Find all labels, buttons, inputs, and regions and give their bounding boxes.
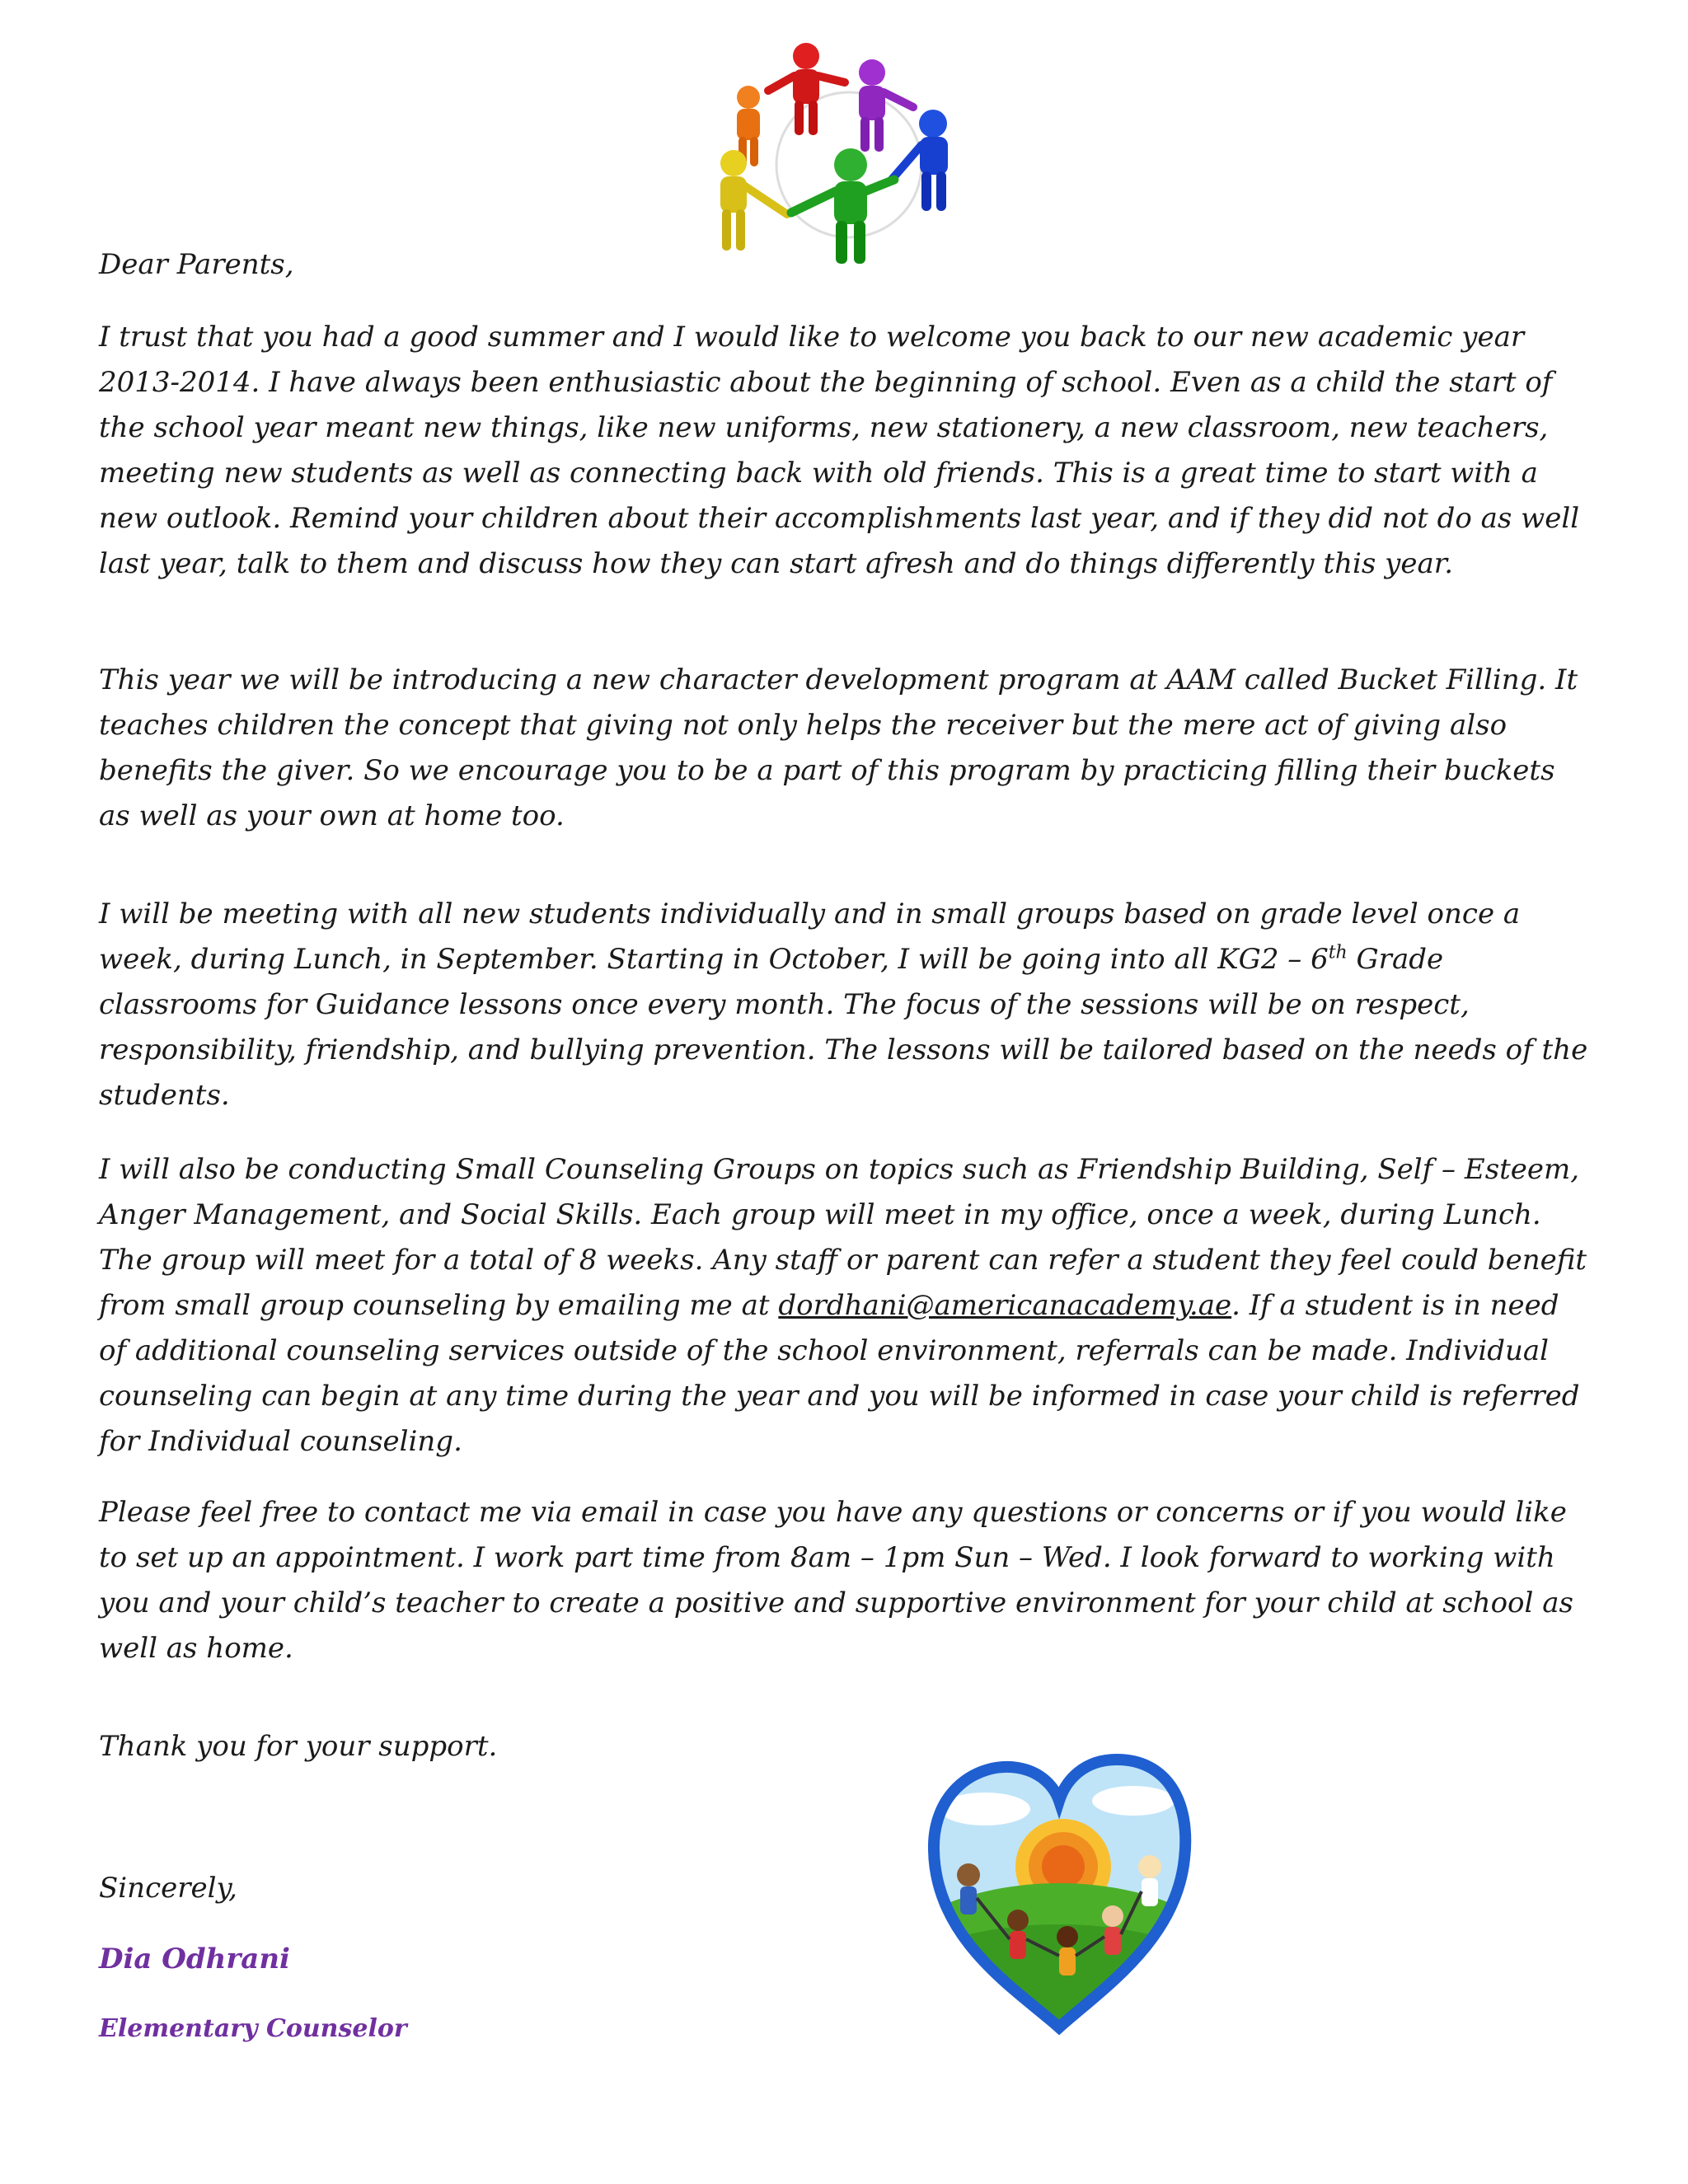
- paragraph-welcome: I trust that you had a good summer and I would like to welcome you back to our new academic year 2013-2014. I have always been enthusiastic about the beginning of school. Even as a child the start of the school year meant new things, like new uniforms, new stationery, a new classroom, new teachers, meeting new students as well as connecting back with old friends. This is a great time to start with a new outlook. Remind your children about their accomplishments last year, and if they did not do as well last year, talk to them and discuss how they can start afresh and do things differently this year.: [99, 321, 1580, 580]
- figure-blue: [890, 110, 948, 211]
- paragraph-counseling-groups: [99, 1147, 1595, 1465]
- heart-children-icon: [919, 1751, 1199, 2036]
- signature-title: Elementary Counselor: [99, 2014, 407, 2043]
- closing: Sincerely,: [99, 1872, 237, 1905]
- email-link[interactable]: dordhani@americanacademy.ae: [778, 1289, 1232, 1322]
- figure-red: [768, 43, 845, 135]
- paragraph-bucket-filling: This year we will be introducing a new character development program at AAM called Bucket Filling. It teaches children the concept that giving not only helps the receiver but the mere act of giving also benefits the giver. So we encourage you to be a part of this program by practicing filling their buckets as well as your own at home too.: [99, 663, 1578, 832]
- signature-name: Dia Odhrani: [99, 1943, 290, 1975]
- people-circle-icon: [709, 41, 989, 268]
- counseling-text-a: I will also be conducting Small Counseling Groups on topics such as Friendship Building, Self – Esteem, Anger Management, and Social Skills. Each group will meet in my office, once a week, during Lunch. The group will meet for a total of 8 weeks. Any staff or parent can refer a student they feel could benefit from small group counseling by emailing me at: [99, 1153, 1587, 1322]
- figure-purple: [859, 59, 913, 152]
- guidance-text-b: Grade classrooms for Guidance lessons once every month. The focus of the sessions will be on respect, responsibility, friendship, and bullying prevention. The lessons will be tailored based on the needs of the students.: [99, 943, 1588, 1112]
- ordinal-suffix: th: [1328, 942, 1348, 963]
- guidance-text-a: I will be meeting with all new students individually and in small groups based on grade level once a week, during Lunch, in September. Starting in October, I will be going into all KG2 – 6: [99, 898, 1521, 976]
- paragraph-contact: Please feel free to contact me via email in case you have any questions or concerns or if you would like to set up an appointment. I work part time from 8am – 1pm Sun – Wed. I look forward to working with you and your child’s teacher to create a positive and supportive environment for your child at school as well as home.: [99, 1496, 1573, 1665]
- salutation: Dear Parents,: [99, 248, 294, 281]
- counseling-text-b: . If a student is in need of additional counseling services outside of the school environment, referrals can be made. Individual counseling can begin at any time during the year and you will be informed in case your child is referred for Individual counseling.: [99, 1289, 1580, 1458]
- paragraph-guidance-lessons: [99, 892, 1595, 1118]
- thanks-line: Thank you for your support.: [99, 1730, 498, 1763]
